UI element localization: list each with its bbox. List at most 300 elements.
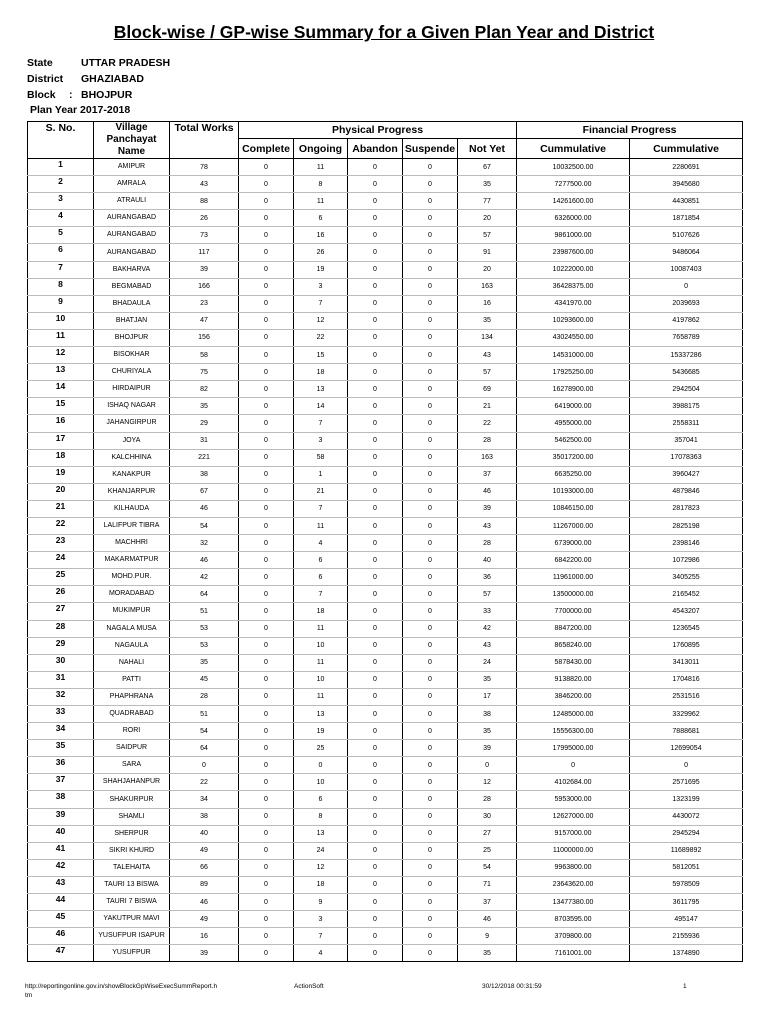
cell-cumulative-1: 9138820.00 bbox=[517, 671, 630, 688]
footer-url-cont: tm bbox=[25, 992, 33, 999]
cell-not-yet: 35 bbox=[458, 945, 517, 962]
cell-village-name: SARA bbox=[94, 757, 170, 774]
cell-village-name: KHANJARPUR bbox=[94, 483, 170, 500]
cell-cumulative-2: 12699054 bbox=[630, 740, 743, 757]
table-row bbox=[28, 364, 743, 381]
cell-complete: 0 bbox=[239, 911, 294, 928]
cell-total-works: 58 bbox=[170, 347, 239, 364]
cell-not-yet: 43 bbox=[458, 637, 517, 654]
cell-suspended: 0 bbox=[403, 176, 458, 193]
table-row bbox=[28, 295, 743, 312]
table-row bbox=[28, 791, 743, 808]
cell-cumulative-2: 5107626 bbox=[630, 227, 743, 244]
cell-not-yet: 33 bbox=[458, 603, 517, 620]
cell-cumulative-1: 10222000.00 bbox=[517, 261, 630, 278]
cell-sno: 11 bbox=[28, 329, 94, 346]
cell-suspended: 0 bbox=[403, 415, 458, 432]
cell-village-name: CHURIYALA bbox=[94, 364, 170, 381]
table-row bbox=[28, 825, 743, 842]
cell-sno: 31 bbox=[28, 671, 94, 688]
cell-not-yet: 22 bbox=[458, 415, 517, 432]
cell-not-yet: 35 bbox=[458, 671, 517, 688]
cell-cumulative-1: 10193000.00 bbox=[517, 483, 630, 500]
cell-cumulative-1: 0 bbox=[517, 757, 630, 774]
cell-not-yet: 42 bbox=[458, 620, 517, 637]
cell-sno: 22 bbox=[28, 517, 94, 534]
cell-suspended: 0 bbox=[403, 876, 458, 893]
cell-sno: 4 bbox=[28, 210, 94, 227]
cell-cumulative-2: 0 bbox=[630, 757, 743, 774]
cell-not-yet: 27 bbox=[458, 825, 517, 842]
cell-abandon: 0 bbox=[348, 637, 403, 654]
cell-abandon: 0 bbox=[348, 364, 403, 381]
table-row bbox=[28, 483, 743, 500]
cell-suspended: 0 bbox=[403, 364, 458, 381]
cell-sno: 16 bbox=[28, 415, 94, 432]
cell-not-yet: 69 bbox=[458, 381, 517, 398]
cell-cumulative-1: 15556300.00 bbox=[517, 723, 630, 740]
cell-total-works: 88 bbox=[170, 193, 239, 210]
cell-cumulative-1: 11000000.00 bbox=[517, 842, 630, 859]
cell-village-name: AMRALA bbox=[94, 176, 170, 193]
cell-village-name: LALIFPUR TIBRA bbox=[94, 517, 170, 534]
table-row bbox=[28, 620, 743, 637]
cell-not-yet: 35 bbox=[458, 312, 517, 329]
cell-ongoing: 19 bbox=[294, 261, 348, 278]
cell-total-works: 75 bbox=[170, 364, 239, 381]
cell-village-name: NAGAULA bbox=[94, 637, 170, 654]
cell-cumulative-2: 2817823 bbox=[630, 500, 743, 517]
cell-complete: 0 bbox=[239, 261, 294, 278]
cell-cumulative-2: 2571695 bbox=[630, 774, 743, 791]
cell-ongoing: 10 bbox=[294, 774, 348, 791]
cell-cumulative-1: 12627000.00 bbox=[517, 808, 630, 825]
cell-village-name: KANAKPUR bbox=[94, 466, 170, 483]
block-value: BHOJPUR bbox=[81, 89, 133, 101]
cell-suspended: 0 bbox=[403, 500, 458, 517]
cell-abandon: 0 bbox=[348, 791, 403, 808]
cell-suspended: 0 bbox=[403, 928, 458, 945]
cell-suspended: 0 bbox=[403, 757, 458, 774]
cell-sno: 10 bbox=[28, 312, 94, 329]
cell-abandon: 0 bbox=[348, 295, 403, 312]
cell-total-works: 166 bbox=[170, 278, 239, 295]
table-row bbox=[28, 945, 743, 962]
cell-total-works: 54 bbox=[170, 723, 239, 740]
cell-sno: 38 bbox=[28, 791, 94, 808]
cell-not-yet: 91 bbox=[458, 244, 517, 261]
cell-cumulative-1: 16278900.00 bbox=[517, 381, 630, 398]
cell-ongoing: 3 bbox=[294, 432, 348, 449]
cell-cumulative-1: 17925250.00 bbox=[517, 364, 630, 381]
cell-abandon: 0 bbox=[348, 432, 403, 449]
cell-suspended: 0 bbox=[403, 825, 458, 842]
table-row bbox=[28, 210, 743, 227]
cell-cumulative-2: 3611795 bbox=[630, 894, 743, 911]
cell-village-name: AURANGABAD bbox=[94, 227, 170, 244]
cell-village-name: AURANGABAD bbox=[94, 244, 170, 261]
cell-suspended: 0 bbox=[403, 791, 458, 808]
table-row bbox=[28, 723, 743, 740]
cell-abandon: 0 bbox=[348, 381, 403, 398]
cell-ongoing: 8 bbox=[294, 176, 348, 193]
cell-abandon: 0 bbox=[348, 825, 403, 842]
cell-suspended: 0 bbox=[403, 894, 458, 911]
cell-complete: 0 bbox=[239, 859, 294, 876]
cell-village-name: YUSUFPUR bbox=[94, 945, 170, 962]
cell-abandon: 0 bbox=[348, 466, 403, 483]
cell-cumulative-2: 2155936 bbox=[630, 928, 743, 945]
table-row bbox=[28, 517, 743, 534]
cell-total-works: 73 bbox=[170, 227, 239, 244]
cell-abandon: 0 bbox=[348, 757, 403, 774]
cell-ongoing: 11 bbox=[294, 620, 348, 637]
cell-total-works: 82 bbox=[170, 381, 239, 398]
cell-not-yet: 12 bbox=[458, 774, 517, 791]
cell-cumulative-1: 5878430.00 bbox=[517, 654, 630, 671]
cell-total-works: 66 bbox=[170, 859, 239, 876]
cell-total-works: 35 bbox=[170, 398, 239, 415]
cell-cumulative-1: 6419000.00 bbox=[517, 398, 630, 415]
cell-cumulative-1: 13500000.00 bbox=[517, 586, 630, 603]
table-row bbox=[28, 911, 743, 928]
cell-not-yet: 35 bbox=[458, 176, 517, 193]
cell-cumulative-2: 7888681 bbox=[630, 723, 743, 740]
table-row bbox=[28, 808, 743, 825]
cell-abandon: 0 bbox=[348, 329, 403, 346]
cell-suspended: 0 bbox=[403, 278, 458, 295]
cell-village-name: MORADABAD bbox=[94, 586, 170, 603]
cell-suspended: 0 bbox=[403, 842, 458, 859]
block-separator: : bbox=[69, 89, 73, 101]
cell-village-name: MUKIMPUR bbox=[94, 603, 170, 620]
block-label: Block bbox=[27, 89, 56, 101]
cell-sno: 3 bbox=[28, 193, 94, 210]
cell-abandon: 0 bbox=[348, 500, 403, 517]
cell-complete: 0 bbox=[239, 825, 294, 842]
cell-abandon: 0 bbox=[348, 876, 403, 893]
table-row bbox=[28, 654, 743, 671]
cell-suspended: 0 bbox=[403, 483, 458, 500]
header-complete: Complete bbox=[239, 139, 294, 159]
cell-sno: 6 bbox=[28, 244, 94, 261]
cell-abandon: 0 bbox=[348, 688, 403, 705]
cell-cumulative-2: 3413011 bbox=[630, 654, 743, 671]
cell-abandon: 0 bbox=[348, 740, 403, 757]
cell-cumulative-2: 5812051 bbox=[630, 859, 743, 876]
cell-total-works: 34 bbox=[170, 791, 239, 808]
cell-suspended: 0 bbox=[403, 244, 458, 261]
cell-not-yet: 43 bbox=[458, 517, 517, 534]
cell-ongoing: 13 bbox=[294, 825, 348, 842]
header-total-works: Total Works bbox=[170, 122, 239, 159]
cell-complete: 0 bbox=[239, 517, 294, 534]
cell-complete: 0 bbox=[239, 876, 294, 893]
cell-abandon: 0 bbox=[348, 312, 403, 329]
cell-cumulative-1: 7700000.00 bbox=[517, 603, 630, 620]
cell-cumulative-2: 7658789 bbox=[630, 329, 743, 346]
cell-not-yet: 24 bbox=[458, 654, 517, 671]
summary-table bbox=[27, 121, 743, 962]
table-row bbox=[28, 671, 743, 688]
cell-cumulative-2: 2531516 bbox=[630, 688, 743, 705]
cell-complete: 0 bbox=[239, 535, 294, 552]
cell-suspended: 0 bbox=[403, 193, 458, 210]
cell-cumulative-1: 8847200.00 bbox=[517, 620, 630, 637]
cell-cumulative-2: 4430072 bbox=[630, 808, 743, 825]
district-value: GHAZIABAD bbox=[81, 73, 144, 85]
cell-village-name: ATRAULI bbox=[94, 193, 170, 210]
cell-village-name: QUADRABAD bbox=[94, 706, 170, 723]
cell-complete: 0 bbox=[239, 791, 294, 808]
cell-complete: 0 bbox=[239, 329, 294, 346]
cell-ongoing: 13 bbox=[294, 381, 348, 398]
cell-suspended: 0 bbox=[403, 312, 458, 329]
cell-not-yet: 0 bbox=[458, 757, 517, 774]
cell-cumulative-1: 5953000.00 bbox=[517, 791, 630, 808]
cell-suspended: 0 bbox=[403, 654, 458, 671]
cell-total-works: 46 bbox=[170, 552, 239, 569]
cell-not-yet: 17 bbox=[458, 688, 517, 705]
cell-suspended: 0 bbox=[403, 774, 458, 791]
cell-sno: 36 bbox=[28, 757, 94, 774]
cell-ongoing: 7 bbox=[294, 586, 348, 603]
footer-url: http://reportingonline.gov.in/showBlockGpWiseExecSummReport.h bbox=[25, 983, 218, 990]
cell-total-works: 16 bbox=[170, 928, 239, 945]
cell-total-works: 32 bbox=[170, 535, 239, 552]
cell-ongoing: 7 bbox=[294, 295, 348, 312]
header-physical-progress: Physical Progress bbox=[239, 122, 517, 139]
table-row bbox=[28, 586, 743, 603]
cell-ongoing: 13 bbox=[294, 706, 348, 723]
cell-complete: 0 bbox=[239, 398, 294, 415]
cell-total-works: 64 bbox=[170, 586, 239, 603]
cell-total-works: 49 bbox=[170, 842, 239, 859]
cell-cumulative-1: 4102684.00 bbox=[517, 774, 630, 791]
cell-sno: 13 bbox=[28, 364, 94, 381]
cell-ongoing: 6 bbox=[294, 552, 348, 569]
cell-cumulative-1: 43024550.00 bbox=[517, 329, 630, 346]
cell-suspended: 0 bbox=[403, 159, 458, 176]
cell-not-yet: 20 bbox=[458, 210, 517, 227]
cell-total-works: 35 bbox=[170, 654, 239, 671]
cell-ongoing: 7 bbox=[294, 928, 348, 945]
cell-sno: 24 bbox=[28, 552, 94, 569]
cell-total-works: 51 bbox=[170, 603, 239, 620]
cell-total-works: 46 bbox=[170, 894, 239, 911]
cell-suspended: 0 bbox=[403, 637, 458, 654]
table-row bbox=[28, 876, 743, 893]
cell-cumulative-2: 2039693 bbox=[630, 295, 743, 312]
table-row bbox=[28, 774, 743, 791]
cell-village-name: BEGMABAD bbox=[94, 278, 170, 295]
table-row bbox=[28, 415, 743, 432]
cell-total-works: 39 bbox=[170, 261, 239, 278]
cell-cumulative-2: 10087403 bbox=[630, 261, 743, 278]
cell-sno: 2 bbox=[28, 176, 94, 193]
cell-suspended: 0 bbox=[403, 535, 458, 552]
cell-ongoing: 18 bbox=[294, 603, 348, 620]
cell-ongoing: 6 bbox=[294, 569, 348, 586]
header-village: Village Panchayat Name bbox=[94, 122, 170, 159]
cell-ongoing: 22 bbox=[294, 329, 348, 346]
cell-complete: 0 bbox=[239, 381, 294, 398]
cell-sno: 19 bbox=[28, 466, 94, 483]
cell-total-works: 51 bbox=[170, 706, 239, 723]
cell-suspended: 0 bbox=[403, 740, 458, 757]
table-row bbox=[28, 688, 743, 705]
cell-ongoing: 18 bbox=[294, 364, 348, 381]
cell-cumulative-1: 23987600.00 bbox=[517, 244, 630, 261]
table-row bbox=[28, 859, 743, 876]
cell-not-yet: 28 bbox=[458, 535, 517, 552]
cell-sno: 27 bbox=[28, 603, 94, 620]
cell-cumulative-1: 10846150.00 bbox=[517, 500, 630, 517]
cell-complete: 0 bbox=[239, 586, 294, 603]
cell-village-name: PHAPHRANA bbox=[94, 688, 170, 705]
cell-village-name: TAURI 13 BISWA bbox=[94, 876, 170, 893]
cell-suspended: 0 bbox=[403, 381, 458, 398]
cell-village-name: TAURI 7 BISWA bbox=[94, 894, 170, 911]
cell-complete: 0 bbox=[239, 740, 294, 757]
cell-not-yet: 20 bbox=[458, 261, 517, 278]
cell-village-name: BAKHARVA bbox=[94, 261, 170, 278]
cell-ongoing: 7 bbox=[294, 415, 348, 432]
cell-sno: 47 bbox=[28, 945, 94, 962]
cell-cumulative-1: 7277500.00 bbox=[517, 176, 630, 193]
cell-sno: 21 bbox=[28, 500, 94, 517]
cell-complete: 0 bbox=[239, 637, 294, 654]
cell-ongoing: 15 bbox=[294, 347, 348, 364]
cell-complete: 0 bbox=[239, 723, 294, 740]
cell-cumulative-2: 1236545 bbox=[630, 620, 743, 637]
cell-village-name: JOYA bbox=[94, 432, 170, 449]
table-row bbox=[28, 757, 743, 774]
cell-village-name: MAKARMATPUR bbox=[94, 552, 170, 569]
cell-not-yet: 38 bbox=[458, 706, 517, 723]
cell-total-works: 64 bbox=[170, 740, 239, 757]
report-title: Block-wise / GP-wise Summary for a Given Plan Year and District bbox=[113, 22, 655, 42]
cell-village-name: NAHALI bbox=[94, 654, 170, 671]
cell-ongoing: 9 bbox=[294, 894, 348, 911]
footer-page-number: 1 bbox=[683, 983, 687, 990]
cell-sno: 35 bbox=[28, 740, 94, 757]
cell-ongoing: 25 bbox=[294, 740, 348, 757]
footer-company: ActionSoft bbox=[294, 983, 324, 990]
cell-village-name: AMIPUR bbox=[94, 159, 170, 176]
cell-sno: 12 bbox=[28, 347, 94, 364]
table-row bbox=[28, 398, 743, 415]
cell-ongoing: 26 bbox=[294, 244, 348, 261]
cell-cumulative-1: 35017200.00 bbox=[517, 449, 630, 466]
cell-total-works: 26 bbox=[170, 210, 239, 227]
cell-abandon: 0 bbox=[348, 159, 403, 176]
table-row bbox=[28, 466, 743, 483]
table-row bbox=[28, 552, 743, 569]
cell-ongoing: 1 bbox=[294, 466, 348, 483]
cell-sno: 34 bbox=[28, 723, 94, 740]
cell-not-yet: 35 bbox=[458, 723, 517, 740]
cell-sno: 29 bbox=[28, 637, 94, 654]
cell-sno: 17 bbox=[28, 432, 94, 449]
cell-cumulative-2: 5436685 bbox=[630, 364, 743, 381]
cell-total-works: 38 bbox=[170, 466, 239, 483]
table-row bbox=[28, 569, 743, 586]
cell-abandon: 0 bbox=[348, 176, 403, 193]
cell-abandon: 0 bbox=[348, 278, 403, 295]
cell-cumulative-1: 14531000.00 bbox=[517, 347, 630, 364]
cell-ongoing: 4 bbox=[294, 945, 348, 962]
table-row bbox=[28, 842, 743, 859]
header-ongoing: Ongoing bbox=[294, 139, 348, 159]
cell-village-name: BHADAULA bbox=[94, 295, 170, 312]
cell-complete: 0 bbox=[239, 945, 294, 962]
cell-not-yet: 16 bbox=[458, 295, 517, 312]
cell-not-yet: 39 bbox=[458, 740, 517, 757]
cell-cumulative-2: 3329962 bbox=[630, 706, 743, 723]
table-row bbox=[28, 894, 743, 911]
cell-abandon: 0 bbox=[348, 928, 403, 945]
cell-abandon: 0 bbox=[348, 517, 403, 534]
cell-cumulative-1: 23643620.00 bbox=[517, 876, 630, 893]
cell-sno: 25 bbox=[28, 569, 94, 586]
cell-complete: 0 bbox=[239, 757, 294, 774]
cell-ongoing: 24 bbox=[294, 842, 348, 859]
cell-village-name: YUSUFPUR ISAPUR bbox=[94, 928, 170, 945]
cell-abandon: 0 bbox=[348, 244, 403, 261]
cell-complete: 0 bbox=[239, 364, 294, 381]
header-suspended: Suspende bbox=[403, 139, 458, 159]
cell-ongoing: 7 bbox=[294, 500, 348, 517]
cell-suspended: 0 bbox=[403, 347, 458, 364]
cell-abandon: 0 bbox=[348, 911, 403, 928]
cell-ongoing: 4 bbox=[294, 535, 348, 552]
cell-village-name: NAGALA MUSA bbox=[94, 620, 170, 637]
cell-cumulative-2: 4879846 bbox=[630, 483, 743, 500]
cell-cumulative-2: 1760895 bbox=[630, 637, 743, 654]
cell-ongoing: 10 bbox=[294, 671, 348, 688]
cell-sno: 39 bbox=[28, 808, 94, 825]
cell-cumulative-2: 3945680 bbox=[630, 176, 743, 193]
cell-cumulative-2: 5978509 bbox=[630, 876, 743, 893]
cell-ongoing: 11 bbox=[294, 193, 348, 210]
table-row bbox=[28, 432, 743, 449]
cell-complete: 0 bbox=[239, 774, 294, 791]
cell-sno: 42 bbox=[28, 859, 94, 876]
table-row bbox=[28, 740, 743, 757]
cell-complete: 0 bbox=[239, 654, 294, 671]
cell-suspended: 0 bbox=[403, 945, 458, 962]
cell-ongoing: 3 bbox=[294, 278, 348, 295]
cell-abandon: 0 bbox=[348, 415, 403, 432]
cell-abandon: 0 bbox=[348, 894, 403, 911]
cell-village-name: SHAMLI bbox=[94, 808, 170, 825]
cell-suspended: 0 bbox=[403, 227, 458, 244]
cell-village-name: SHAHJAHANPUR bbox=[94, 774, 170, 791]
cell-village-name: RORI bbox=[94, 723, 170, 740]
cell-sno: 30 bbox=[28, 654, 94, 671]
cell-abandon: 0 bbox=[348, 671, 403, 688]
cell-sno: 20 bbox=[28, 483, 94, 500]
cell-abandon: 0 bbox=[348, 193, 403, 210]
cell-ongoing: 6 bbox=[294, 791, 348, 808]
cell-complete: 0 bbox=[239, 415, 294, 432]
cell-sno: 32 bbox=[28, 688, 94, 705]
header-financial-progress: Financial Progress bbox=[517, 122, 743, 139]
cell-cumulative-1: 10032500.00 bbox=[517, 159, 630, 176]
cell-not-yet: 28 bbox=[458, 432, 517, 449]
cell-cumulative-2: 1871854 bbox=[630, 210, 743, 227]
